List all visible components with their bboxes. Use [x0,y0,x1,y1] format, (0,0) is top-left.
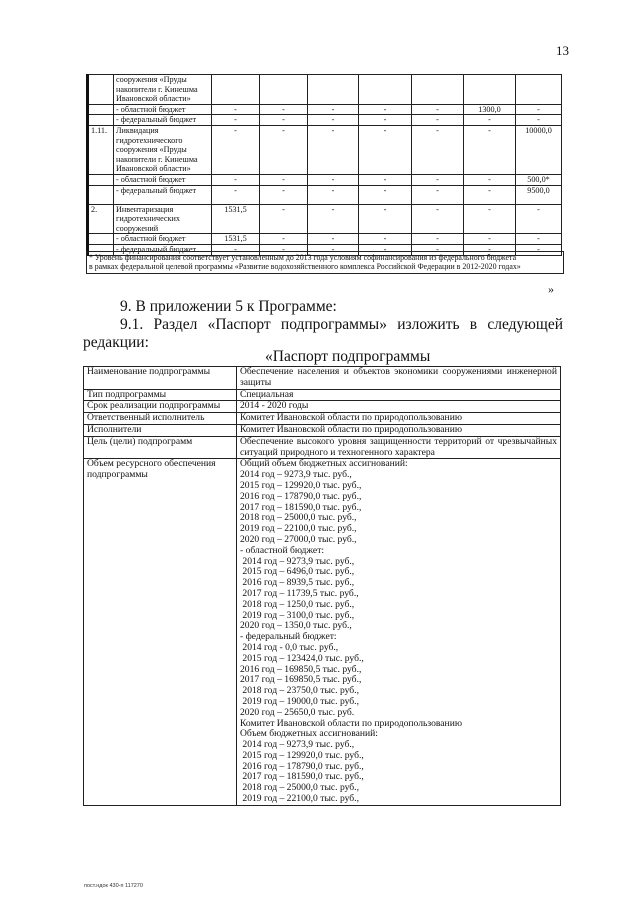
resource-line: 2020 год – 1350,0 тыс. руб., [240,620,352,632]
financing-footnote [86,251,564,274]
row-value: - [412,174,464,185]
resource-line: 2017 год – 181590,0 тыс. руб., [240,501,362,513]
passport-row-responsible [84,413,561,425]
resource-line: 2014 год - 0,0 тыс. руб., [240,641,339,653]
resource-line: 2018 год – 25000,0 тыс. руб., [240,782,359,794]
resource-line: - федеральный бюджет: [240,631,337,643]
resource-line: 2019 год – 3100,0 тыс. руб., [240,609,355,621]
row-value: - [359,125,412,174]
paragraph-9: 9. В приложении 5 к Программе: [120,298,337,315]
row-value: - [260,204,308,234]
financing-row [88,75,562,105]
resource-line: 2017 год – 11739,5 тыс. руб., [240,587,359,599]
resource-line: 2019 год – 22100,0 тыс. руб., [240,793,359,805]
row-value: - [359,204,412,234]
row-value [308,75,359,105]
financing-row [88,125,562,174]
resource-line: 2015 год – 129920,0 тыс. руб., [240,749,364,761]
resource-line: 2018 год – 25000,0 тыс. руб., [240,512,357,524]
resource-line: 2020 год – 25650,0 тыс. руб. [240,706,355,718]
resource-line: 2018 год – 1250,0 тыс. руб., [240,598,355,610]
row-value: - [412,234,464,245]
row-value: - [308,125,359,174]
row-label: Тип подпрограммы [84,389,237,401]
financing-row [88,174,562,185]
resource-line: - областной бюджет: [240,544,325,556]
row-value: - [412,204,464,234]
row-value: - [464,204,516,234]
row-value: Обеспечение высокого уровня защищенности территорий от чрезвычайных ситуаций природного и техногенного характера [237,436,561,459]
row-value: - [412,104,464,115]
resource-line: 2015 год – 6496,0 тыс. руб., [240,566,355,578]
row-value: - [212,104,260,115]
row-number [88,115,114,126]
page-number: 13 [556,43,569,58]
resource-line: 2015 год – 129920,0 тыс. руб., [240,479,362,491]
financing-row [88,115,562,126]
paragraph-9-1-continued: редакции: [83,334,149,351]
row-value: - [516,234,562,245]
row-label: Цель (цели) подпрограмм [84,436,237,459]
financing-row [88,234,562,245]
row-number [88,75,114,105]
row-name: Ликвидация гидротехнического сооружения «Пруды накопители г. Кинешма Ивановской области» [114,125,212,174]
row-value: - [464,234,516,245]
row-value: - [308,204,359,234]
row-name: - федеральный бюджет [114,185,212,204]
row-value: 1300,0 [464,104,516,115]
row-name: - федеральный бюджет [114,115,212,126]
row-value: - [260,185,308,204]
row-number [88,174,114,185]
row-name: - областной бюджет [114,174,212,185]
row-value [260,75,308,105]
financing-row [88,104,562,115]
row-value: - [308,115,359,126]
resource-line: 2014 год – 9273,9 тыс. руб., [240,469,352,481]
resource-line: 2014 год – 9273,9 тыс. руб., [240,555,355,567]
resource-line: Комитет Ивановской области по природопользованию [240,717,462,729]
row-value: - [464,185,516,204]
row-value: - [212,174,260,185]
row-value: - [308,174,359,185]
resource-line: 2016 год – 169850,5 тыс. руб., [240,663,362,675]
row-number [88,185,114,204]
row-value: 9500,0 [516,185,562,204]
paragraph-9-1: 9.1. Раздел «Паспорт подпрограммы» изложить в следующей [120,316,563,333]
row-value: - [212,125,260,174]
resource-line: 2019 год – 19000,0 тыс. руб., [240,695,359,707]
row-value: - [308,104,359,115]
row-value: - [212,244,260,255]
financing-row [88,185,562,204]
row-name: - федеральный бюджет [114,244,212,255]
row-value: - [260,125,308,174]
row-value: - [359,115,412,126]
passport-row-type [84,389,561,401]
row-name: - областной бюджет [114,234,212,245]
row-value: 10000,0 [516,125,562,174]
resource-line: 2016 год – 8939,5 тыс. руб., [240,577,355,589]
row-name: сооружения «Пруды накопители г. Кинешма Ивановской области» [114,75,212,105]
row-value: - [516,204,562,234]
footnote-line-2: в рамках федеральной целевой программы «Развитие водохозяйственного комплекса Российской Федерации в 2012-2020 годах» [89,262,521,272]
row-value: - [212,115,260,126]
row-value: - [212,185,260,204]
row-value: - [260,115,308,126]
row-name: - областной бюджет [114,104,212,115]
passport-row-goals [84,436,561,459]
resource-line: 2014 год – 9273,9 тыс. руб., [240,739,355,751]
financing-row [88,204,562,234]
row-value: - [464,244,516,255]
passport-title: «Паспорт подпрограммы [265,348,431,365]
row-name: Инвентаризация гидротехнических сооружений [114,204,212,234]
row-value: 2014 - 2020 годы [237,401,561,413]
row-number: 1.11. [88,125,114,174]
row-value: - [359,185,412,204]
resource-line: 2017 год – 169850,5 тыс. руб., [240,674,362,686]
row-label: Объем ресурсного обеспечения подпрограммы [84,459,237,806]
footer-document-code: пост.ндок 430-п 117270 [84,883,143,889]
row-value: - [308,234,359,245]
row-label: Срок реализации подпрограммы [84,401,237,413]
row-value: - [464,115,516,126]
row-value: - [516,115,562,126]
passport-row-name [84,367,561,390]
resources-value [237,459,561,806]
resource-line: 2016 год – 178790,0 тыс. руб., [240,760,364,772]
row-value: - [260,104,308,115]
row-value: - [359,104,412,115]
row-number [88,104,114,115]
row-value: - [308,244,359,255]
row-value: Комитет Ивановской области по природопользованию [237,413,561,425]
row-value: - [412,125,464,174]
row-value [359,75,412,105]
row-label: Ответственный исполнитель [84,413,237,425]
row-number: 2. [88,204,114,234]
passport-table [83,366,561,806]
footnote-line-1: * Уровень финансирования соответствует установленным до 2013 года условиям софинансирования из федерального бюджета [89,253,517,262]
resource-line: Объем бюджетных ассигнований: [240,728,378,740]
row-value: - [359,244,412,255]
row-label: Исполнители [84,424,237,436]
financing-table [86,74,562,256]
passport-row-resources [84,459,561,806]
row-value: - [308,185,359,204]
row-value: - [412,115,464,126]
row-value: 500,0* [516,174,562,185]
row-value: 1531,5 [212,234,260,245]
row-label: Наименование подпрограммы [84,367,237,390]
resource-line: Общий объем бюджетных ассигнований: [240,458,408,470]
row-value [464,75,516,105]
passport-row-period [84,401,561,413]
row-value: - [464,174,516,185]
row-value: - [412,244,464,255]
row-value [412,75,464,105]
row-value: - [516,244,562,255]
resource-line: 2017 год – 181590,0 тыс. руб., [240,771,364,783]
row-value: Обеспечение населения и объектов экономики сооружениями инженерной защиты [237,367,561,390]
closing-quote: » [548,282,554,296]
row-value [212,75,260,105]
row-value: Комитет Ивановской области по природопользованию [237,424,561,436]
row-value: - [412,185,464,204]
row-value: - [260,174,308,185]
row-number [88,234,114,245]
row-value: - [516,104,562,115]
resource-line: 2019 год – 22100,0 тыс. руб., [240,523,357,535]
row-value: - [260,244,308,255]
resource-line: 2015 год – 123424,0 тыс. руб., [240,652,364,664]
row-value: - [464,125,516,174]
row-value [516,75,562,105]
resource-line: 2020 год – 27000,0 тыс. руб., [240,533,357,545]
row-value: - [260,234,308,245]
resource-line: 2016 год – 178790,0 тыс. руб., [240,490,362,502]
passport-row-executors [84,424,561,436]
resource-line: 2018 год – 23750,0 тыс. руб., [240,685,359,697]
row-value: Специальная [237,389,561,401]
row-value: - [359,174,412,185]
row-value: - [359,234,412,245]
row-value: 1531,5 [212,204,260,234]
